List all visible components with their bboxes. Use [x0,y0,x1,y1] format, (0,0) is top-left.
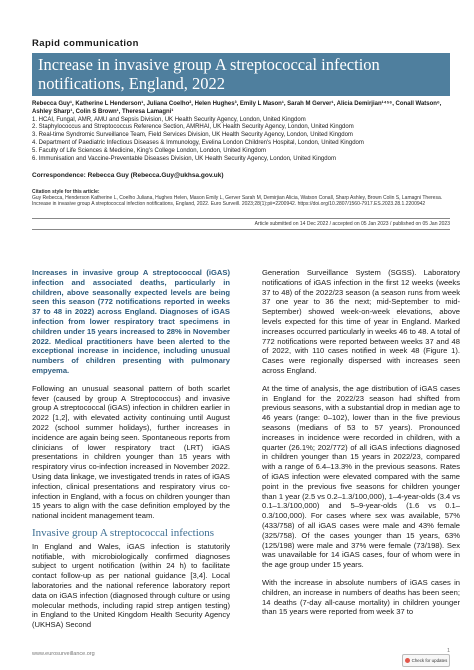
affiliation-item: 2. Staphylococcus and Streptococcus Reference Section, AMRHAI, UK Health Security Agency, London, United Kingdom [32,124,354,131]
author-block [32,101,450,163]
crossmark-icon [405,658,410,663]
body-paragraph: At the time of analysis, the age distribution of iGAS cases in England for the 2022/23 season had shifted from previous seasons, with a substantial drop in median age to 46 years (range: 0–102), lower than in the five previous seasons (medians of 53 to 57 years). Pronounced increases in incidence were recorded in children, with a quarter (26.1%; 202/772) of all iGAS infections diagnosed in children younger than 15 years in 2022/23, compared with a range of 6.4–13.3% in the previous seasons. Rates of iGAS infection were elevated compared with the same point in the previous five seasons for children younger than 1 year (2.5 vs 0.2–1.3/100,000), 1–4-year-olds (3.4 vs 0.1–1.3/100,000) and 5–9-year-olds (1.6 vs 0.1–0.3/100,000). For cases where sex was available, 57% (433/758) of all iGAS cases were male and 43% female (325/758). Of the cases younger than 15 years, 63% (125/198) were male and 37% were female (73/198). Sex was unavailable for 14 iGAS cases, four of whom were in the age group under 15 years. [262,383,460,570]
citation-text[interactable]: Guy Rebecca, Henderson Katherine L, Coelho Juliana, Hughes Helen, Mason Emily L, Gerver Sarah M, Demirjian Alicia, Watson Conall, Sharp Ashley, Brown Colin S, Lamagni Theresa. Increase in invasive group A streptococcal infection notifications, England, 2022. Euro Surveill. 2023;28(1):pii=2200942. https://doi.org/10.2807/1560-7917.ES.2023.28.1.2200942 [32,195,443,208]
check-for-updates-button[interactable] [402,654,450,667]
section-label: Rapid communication [32,38,139,49]
submission-dates: Article submitted on 14 Dec 2022 / accepted on 05 Jan 2023 / published on 05 Jan 2023 [254,221,450,227]
check-for-updates-label: Check for updates [411,658,448,663]
section-heading: Invasive group A streptococcal infections [32,526,215,539]
left-column [32,268,230,638]
body-paragraph: In England and Wales, iGAS infection is statutorily notifiable, with microbiologically confirmed diagnoses subject to urgent notification (within 24 h) to facilitate contact follow-up as per national guidance [3,4]. Local laboratories and the national reference laboratory report data on iGAS infection (diagnosed through culture or using molecular methods, including rapid strep antigen testing) in England to the United Kingdom Health Security Agency (UKHSA) Second [32,541,230,630]
correspondence-line[interactable]: Correspondence: Rebecca Guy (Rebecca.Guy@ukhsa.gov.uk) [32,172,224,179]
affiliation-item: 3. Real-time Syndromic Surveillance Team, Field Services Division, UK Health Security Agency, London, United Kingdom [32,132,353,139]
footer-url[interactable]: www.eurosurveillance.org [32,651,95,657]
page-number: 1 [446,648,450,654]
affiliation-item: 5. Faculty of Life Sciences & Medicine, King's College London, London, United Kingdom [32,147,266,154]
abstract: Increases in invasive group A streptococcal (iGAS) infection and associated deaths, particularly in children, above seasonally expected levels are being seen this season (772 notifications reported in weeks 37 to 48 in 2022) across England. Diagnoses of iGAS infection from lower respiratory tract specimens in children under 15 years increased to 28% in November 2022. Medical practitioners have been alerted to the exceptional increase in incidence, including unusual numbers of children presenting with pulmonary empyema. [32,268,230,375]
article-title: Increase in invasive group A streptococcal infection notifications, England, 2022 [32,53,450,96]
affiliation-list [32,117,450,164]
body-paragraph: Following an unusual seasonal pattern of both scarlet fever (caused by group A Streptococcus) and invasive group A streptococcal (iGAS) infection in children earlier in 2022 [1,2], with elevated activity continuing until August 2022 (school summer holidays), further increases in incidence are again being seen. Spontaneous reports from clinicians of lower respiratory tract (LRT) iGAS presentations in children younger than 15 years with respiratory virus co-infection increased in November 2022. Using data linkage, we investigated trends in rates of iGAS infection, clinical presentations and respiratory virus co-infection in England, with a focus on children younger than 15 years to align with the case definition employed by the national incident management team. [32,383,230,521]
divider [32,229,450,230]
author-list: Rebecca Guy¹, Katherine L Henderson¹, Juliana Coelho², Helen Hughes³, Emily L Mason¹, Sarah M Gerver¹, Alicia Demirjian¹⁴⁵⁶, Conall Watson⁶, Ashley Sharp¹, Colin S Brown¹, Theresa Lamagni¹ [32,101,442,115]
affiliation-item: 1. HCAI, Fungal, AMR, AMU and Sepsis Division, UK Health Security Agency, London, United Kingdom [32,116,306,123]
citation-heading: Citation style for this article: [32,189,100,195]
divider [32,218,450,219]
affiliation-item: 6. Immunisation and Vaccine-Preventable Diseases Division, UK Health Security Agency, London, United Kingdom [32,155,336,162]
body-paragraph: Generation Surveillance System (SGSS). Laboratory notifications of iGAS infection in the first 12 weeks (weeks 37 to 48) of the 2022/23 season (a season runs from week 37 one year to 36 the next; mid-September to mid-September) showed week-on-week elevations, above levels expected for this time of year in England. Marked increases occurred particularly in weeks 46 to 48. A total of 772 notifications were reported between weeks 37 and 48 of 2022, with 110 cases notified in week 48 (Figure 1). Cases were regionally dispersed with increases seen across England. [262,268,460,375]
affiliation-item: 4. Department of Paediatric Infectious Diseases & Immunology, Evelina London Children's Hospital, London, United Kingdom [32,139,364,146]
citation-block [32,189,450,208]
right-column [262,268,460,625]
body-paragraph: With the increase in absolute numbers of iGAS cases in children, an increase in numbers of deaths has been seen; 14 deaths (7-day all-cause mortality) in children younger than 15 years were reported from week 37 to [262,577,460,617]
